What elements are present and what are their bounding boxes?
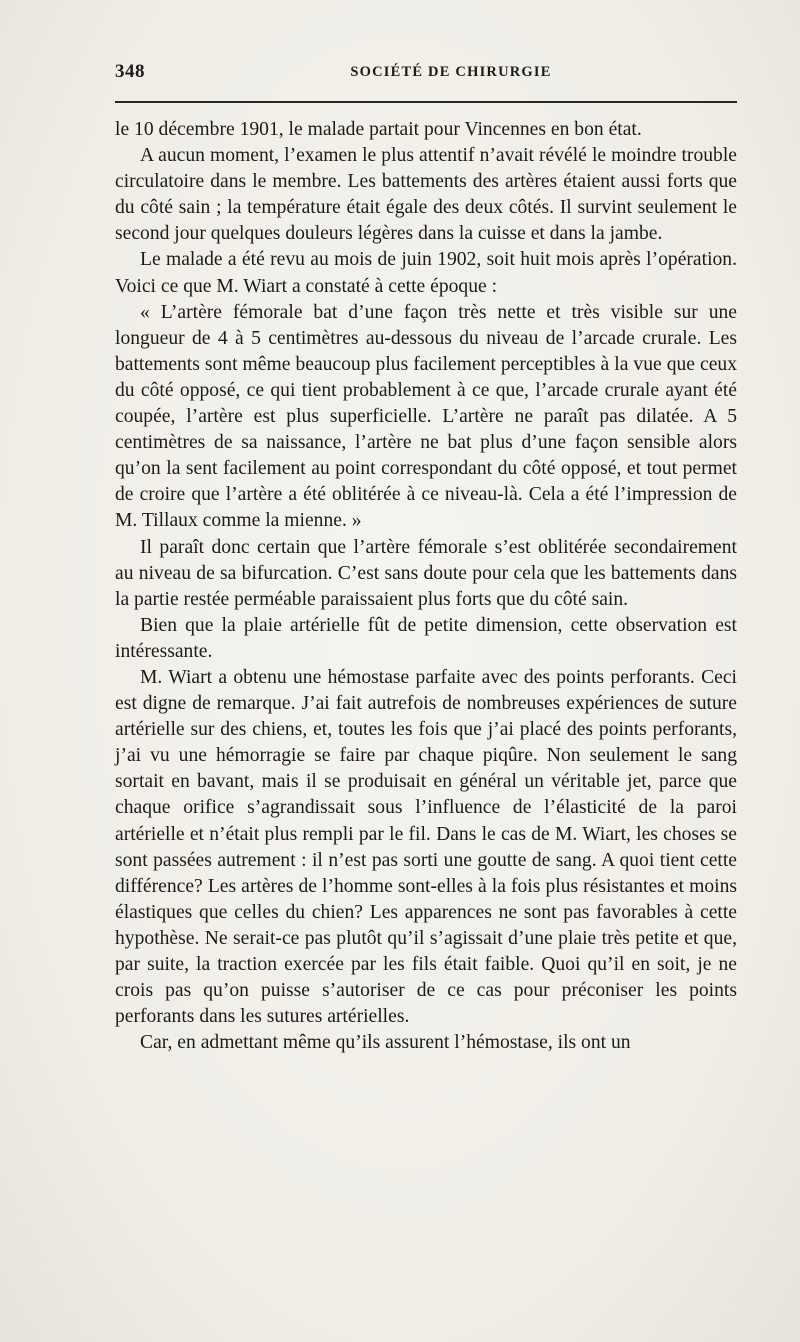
paragraph-last: Car, en admettant même qu’ils assurent l’hémostase, ils ont un [140,1032,631,1054]
paragraph: A aucun moment, l’examen le plus attentif n’avait révélé le moindre trouble circulatoire dans le membre. Les battements des artères étaient aussi forts que du côté sain ; la température était égale des deux côtés. Il survint seulement le second jour quelques douleurs légères dans la cuisse et dans la jambe. [115,145,737,245]
body-text [115,117,737,1056]
paragraph-continuation: le 10 décembre 1901, le malade partait pour Vincennes en bon état. [115,119,642,140]
page-number: 348 [115,61,145,82]
header-rule [115,101,737,103]
paragraph: Il paraît donc certain que l’artère fémorale s’est oblitérée secondairement au niveau de sa bifurcation. C’est sans doute pour cela que les battements dans la partie restée perméable paraissaient plus forts que du côté sain. [115,536,737,610]
paragraph-quote: « L’artère fémorale bat d’une façon très nette et très visible sur une longueur de 4 à 5 centimètres au-dessous du niveau de l’arcade crurale. Les battements sont même beaucoup plus facilement perceptibles à la vue que ceux du côté opposé, ce qui tient probablement à ce que, l’arcade crurale ayant été coupée, l’artère est plus superficielle. L’artère ne paraît pas dilatée. A 5 centimètres de sa naissance, l’artère ne bat plus d’une façon sensible alors qu’on la sent facilement au point correspondant du côté opposé, et tout permet de croire que l’artère a été oblitérée à ce niveau-là. Cela a été l’impression de M. Tillaux comme la mienne. » [115,301,737,532]
paragraph: M. Wiart a obtenu une hémostase parfaite avec des points perforants. Ceci est digne de remarque. J’ai fait autrefois de nombreuses expériences de suture artérielle sur des chiens, et, toutes les fois que j’ai placé des points perforants, j’ai vu une hémorragie se faire par chaque piqûre. Non seulement le sang sortait en bavant, mais il se produisait en général un véritable jet, parce que chaque orifice s’agrandissait sous l’influence de l’élasticité de la paroi artérielle et n’était plus rempli par le fil. Dans le cas de M. Wiart, les choses se sont passées autrement : il n’est pas sorti une goutte de sang. A quoi tient cette différence? Les artères de l’homme sont-elles à la fois plus résistantes et moins élastiques que celles du chien? Les apparences ne sont pas favorables à cette hypothèse. Ne serait-ce pas plutôt qu’il s’agissait d’une plaie très petite et que, par suite, la traction exercée par les fils était faible. Quoi qu’il en soit, je ne crois pas qu’on puisse s’autoriser de ce cas pour préconiser les points perforants dans les sutures artérielles. [115,666,737,1028]
page-header [115,61,737,87]
running-title: SOCIÉTÉ DE CHIRURGIE [350,64,552,80]
paragraph: Le malade a été revu au mois de juin 1902, soit huit mois après l’opération. Voici ce que M. Wiart a constaté à cette époque : [115,249,737,297]
paragraph: Bien que la plaie artérielle fût de petite dimension, cette observation est intéressante. [115,614,737,662]
